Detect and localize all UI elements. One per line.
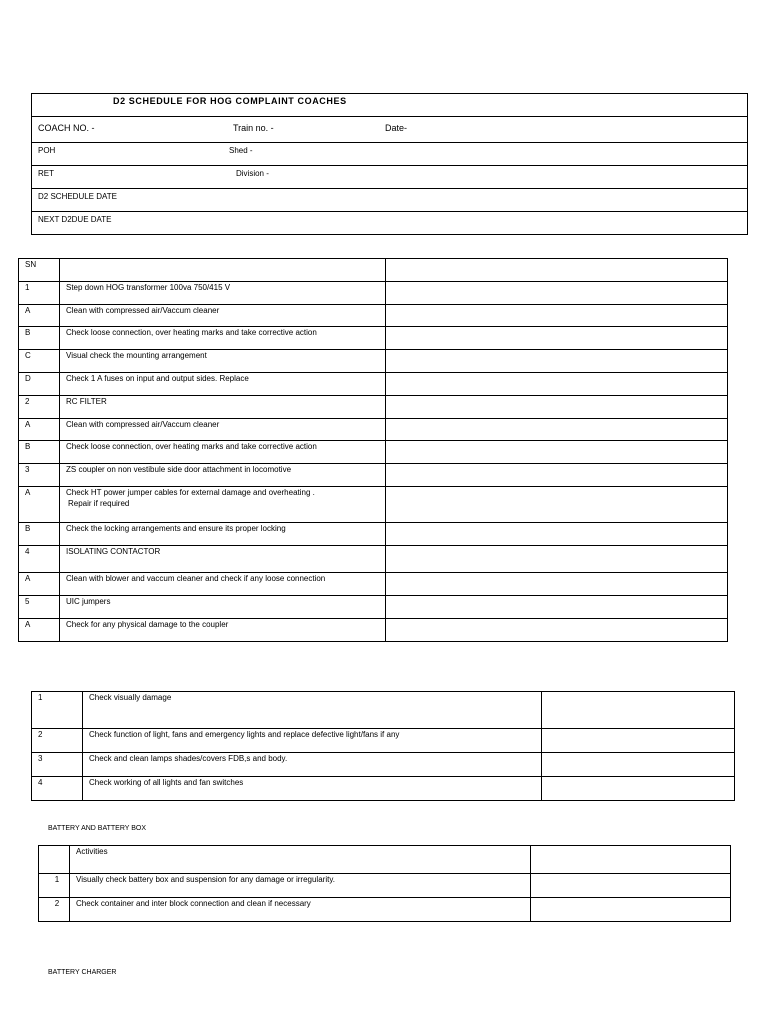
row-sn: A (19, 619, 60, 642)
battery-box-table (38, 845, 731, 922)
row-remarks (386, 596, 728, 619)
table-row (32, 753, 735, 777)
coach-no-label: COACH NO. - (38, 123, 95, 133)
row-activity (60, 350, 386, 373)
activity-text: Clean with compressed air/Vaccum cleaner (66, 420, 220, 429)
row-remarks (386, 419, 728, 441)
row-activity (60, 396, 386, 419)
row-activity: Check container and inter block connection and clean if necessary (70, 898, 531, 922)
row-remarks (386, 396, 728, 419)
table-row (19, 573, 728, 596)
row-sn: 2 (39, 898, 70, 922)
row-remarks (386, 373, 728, 396)
activity-text: RC FILTER (66, 397, 107, 406)
table-row (19, 596, 728, 619)
row-activity (60, 487, 386, 523)
row-sn: 2 (19, 396, 60, 419)
row-sn: A (19, 305, 60, 327)
row-sn: 1 (39, 874, 70, 898)
row-sn: A (19, 573, 60, 596)
row-activity (60, 419, 386, 441)
poh-label: POH (38, 146, 56, 155)
d2-schedule-date-label: D2 SCHEDULE DATE (38, 192, 117, 201)
table-row (19, 619, 728, 642)
row-activity: Check visually damage (83, 692, 542, 729)
row-sn: B (19, 523, 60, 546)
row-remarks (386, 350, 728, 373)
table-row (19, 305, 728, 327)
row-sn: 4 (19, 546, 60, 573)
row-sn: B (19, 441, 60, 464)
row-sn: 3 (32, 753, 83, 777)
activity-text: Check 1 A fuses on input and output sides. Replace (66, 374, 249, 383)
table-row (19, 327, 728, 350)
row-activity (60, 282, 386, 305)
row-activity (60, 305, 386, 327)
row-sn: A (19, 487, 60, 523)
row-remarks (386, 282, 728, 305)
activity-text: ISOLATING CONTACTOR (66, 547, 161, 556)
header-block (31, 93, 748, 235)
row-remarks (386, 487, 728, 523)
battery-charger-section-label: BATTERY CHARGER (48, 969, 117, 976)
activity-text: Clean with blower and vaccum cleaner and check if any loose connection (66, 574, 326, 583)
row-sn: 4 (32, 777, 83, 801)
row-remarks (386, 441, 728, 464)
row-remarks (386, 464, 728, 487)
table-row (39, 898, 731, 922)
lights-fans-table (31, 691, 735, 801)
activity-text: Check the locking arrangements and ensure its proper locking (66, 524, 286, 533)
row-sn: B (19, 327, 60, 350)
train-no-label: Train no. - (233, 123, 274, 133)
header-row-poh (32, 142, 747, 166)
row-activity (60, 441, 386, 464)
row-remarks (386, 523, 728, 546)
row-activity (60, 619, 386, 642)
row-remarks (531, 874, 731, 898)
row-activity (60, 573, 386, 596)
row-remarks (386, 619, 728, 642)
row-activity (60, 373, 386, 396)
row-activity: Visually check battery box and suspension for any damage or irregularity. (70, 874, 531, 898)
activity-text: Visual check the mounting arrangement (66, 351, 207, 360)
row-sn: 5 (19, 596, 60, 619)
header-row-coach (32, 116, 747, 143)
row-remarks (386, 327, 728, 350)
table-row (32, 692, 735, 729)
row-remarks (542, 729, 735, 753)
row-sn: A (19, 419, 60, 441)
activity-text: Check for any physical damage to the coupler (66, 620, 229, 629)
header-row-d2-schedule (32, 188, 747, 212)
row-activity (60, 523, 386, 546)
table-row (39, 874, 731, 898)
remarks-header (386, 259, 728, 282)
row-sn: D (19, 373, 60, 396)
table-header-row (19, 259, 728, 282)
row-activity (60, 464, 386, 487)
sn-header: SN (19, 259, 60, 282)
row-activity (60, 546, 386, 573)
table-row (19, 282, 728, 305)
row-remarks (386, 546, 728, 573)
row-remarks (386, 573, 728, 596)
shed-label: Shed - (229, 146, 253, 155)
table-row (19, 487, 728, 523)
ret-label: RET (38, 169, 54, 178)
activities-header: Activities (70, 846, 531, 874)
table-row (19, 373, 728, 396)
table-row (19, 419, 728, 441)
row-remarks (542, 753, 735, 777)
row-remarks (542, 777, 735, 801)
table-row (32, 777, 735, 801)
activity-header (60, 259, 386, 282)
header-row-next-d2 (32, 211, 747, 235)
table-row (19, 523, 728, 546)
row-activity: Check working of all lights and fan switches (83, 777, 542, 801)
row-sn: 2 (32, 729, 83, 753)
header-row-ret (32, 165, 747, 189)
activity-text-continued: Repair if required (68, 499, 130, 508)
row-remarks (386, 305, 728, 327)
table-row (19, 464, 728, 487)
table-row (19, 441, 728, 464)
activity-text: Check loose connection, over heating marks and take corrective action (66, 328, 317, 337)
date-label: Date- (385, 123, 408, 133)
activity-text: Check HT power jumper cables for external damage and overheating . (66, 488, 315, 497)
row-activity: Check function of light, fans and emergency lights and replace defective light/fans if any (83, 729, 542, 753)
activity-text: Step down HOG transformer 100va 750/415 V (66, 283, 231, 292)
table-row (19, 546, 728, 573)
row-remarks (531, 898, 731, 922)
activity-text: ZS coupler on non vestibule side door attachment in locomotive (66, 465, 292, 474)
table-header-row (39, 846, 731, 874)
table-row (19, 350, 728, 373)
row-sn: C (19, 350, 60, 373)
activity-text: Check loose connection, over heating marks and take corrective action (66, 442, 317, 451)
row-sn: 3 (19, 464, 60, 487)
row-sn: 1 (32, 692, 83, 729)
table-row (19, 396, 728, 419)
division-label: Division - (236, 169, 269, 178)
next-d2-due-date-label: NEXT D2DUE DATE (38, 215, 112, 224)
row-activity: Check and clean lamps shades/covers FDB,s and body. (83, 753, 542, 777)
row-sn: 1 (19, 282, 60, 305)
row-activity (60, 327, 386, 350)
row-remarks (542, 692, 735, 729)
page-title: D2 SCHEDULE FOR HOG COMPLAINT COACHES (113, 96, 347, 106)
activity-text: UIC jumpers (66, 597, 111, 606)
hog-checklist-table (18, 258, 728, 642)
activity-text: Clean with compressed air/Vaccum cleaner (66, 306, 220, 315)
battery-box-section-label: BATTERY AND BATTERY BOX (48, 825, 147, 832)
row-activity (60, 596, 386, 619)
table-row (32, 729, 735, 753)
